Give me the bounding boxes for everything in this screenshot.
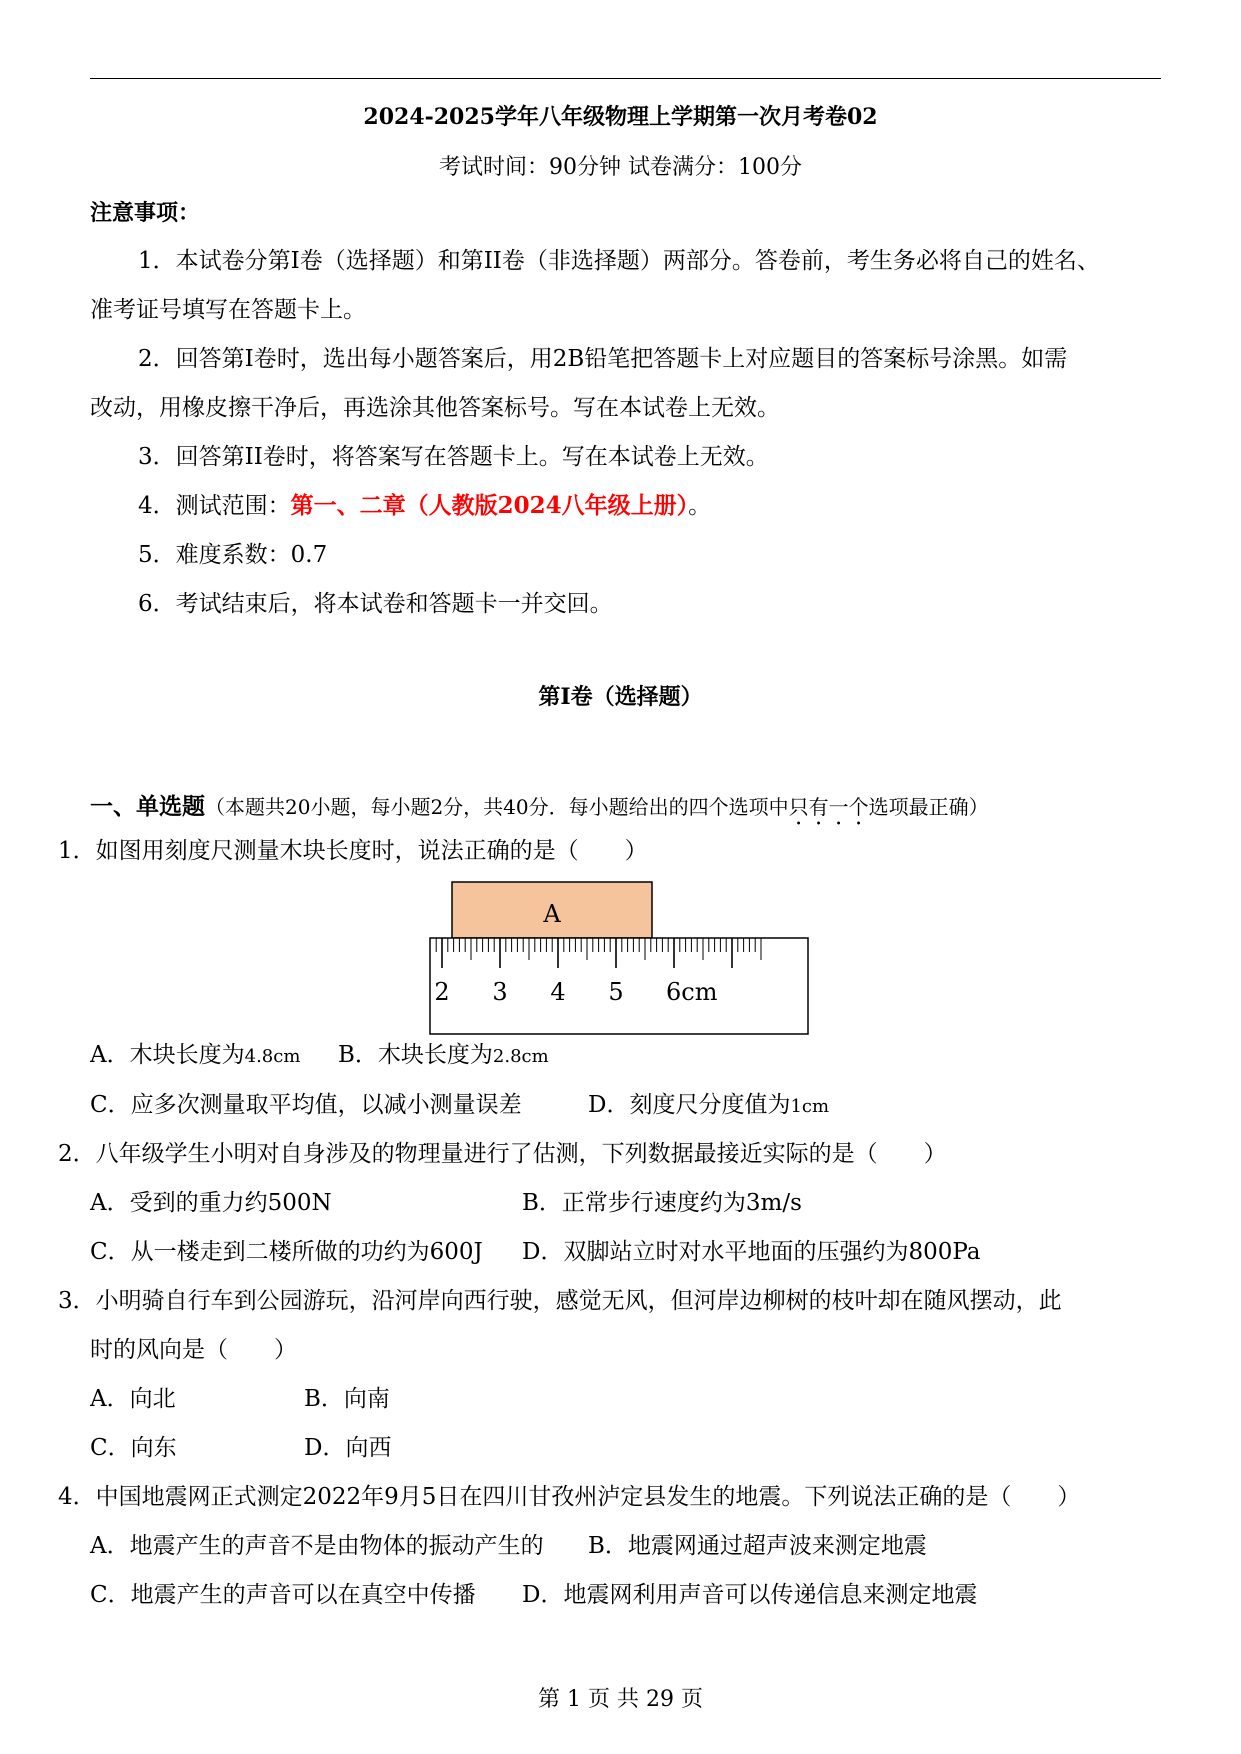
q3-option-b[interactable]: B．向南 bbox=[304, 1386, 390, 1412]
header-rule bbox=[90, 78, 1161, 79]
ruler-tick-label: 2 bbox=[434, 978, 450, 1006]
q1-stem: 1．如图用刻度尺测量木块长度时，说法正确的是（ ） bbox=[58, 838, 648, 864]
q3-option-c[interactable]: C．向东 bbox=[90, 1435, 177, 1461]
wood-block-label: A bbox=[543, 900, 561, 928]
q2-option-b[interactable]: B．正常步行速度约为3m/s bbox=[522, 1190, 802, 1216]
notice-item-1a: 1．本试卷分第I卷（选择题）和第II卷（非选择题）两部分。答卷前，考生务必将自己的姓名、 bbox=[138, 248, 1100, 274]
q4-option-b[interactable]: B．地震网通过超声波来测定地震 bbox=[588, 1533, 927, 1559]
notice-item-5: 5．难度系数：0.7 bbox=[138, 542, 328, 568]
q3-option-a[interactable]: A．向北 bbox=[90, 1386, 176, 1412]
section-title: 第Ⅰ卷（选择题） bbox=[538, 684, 703, 710]
q1-option-d-value: 1cm bbox=[790, 1096, 830, 1117]
q1-option-a[interactable] bbox=[90, 1040, 300, 1072]
q2-option-a[interactable]: A．受到的重力约500N bbox=[90, 1190, 332, 1216]
notice-item-4-suffix: 。 bbox=[688, 493, 712, 519]
q2-option-c[interactable]: C．从一楼走到二楼所做的功约为600J bbox=[90, 1239, 483, 1265]
q4-option-d[interactable]: D．地震网利用声音可以传递信息来测定地震 bbox=[522, 1582, 978, 1608]
notice-item-4-prefix: 4．测试范围： bbox=[138, 493, 291, 519]
question-group-heading bbox=[90, 788, 989, 830]
ruler-figure bbox=[420, 880, 820, 1040]
ruler-tick-label: 3 bbox=[492, 978, 508, 1006]
notice-item-2a: 2．回答第I卷时，选出每小题答案后，用2B铅笔把答题卡上对应题目的答案标号涂黑。如需 bbox=[138, 346, 1068, 372]
q1-option-b-value: 2.8cm bbox=[492, 1046, 549, 1067]
q1-option-c[interactable]: C．应多次测量取平均值，以减小测量误差 bbox=[90, 1092, 522, 1118]
ruler-tick-label: 4 bbox=[550, 978, 566, 1006]
q3-stem-line1: 3．小明骑自行车到公园游玩，沿河岸向西行驶，感觉无风，但河岸边柳树的枝叶却在随风摆动，此 bbox=[58, 1288, 1062, 1314]
q1-option-d[interactable] bbox=[588, 1090, 829, 1122]
exam-title: 2024-2025学年八年级物理上学期第一次月考卷02 bbox=[363, 104, 878, 130]
q4-stem: 4．中国地震网正式测定2022年9月5日在四川甘孜州泸定县发生的地震。下列说法正确的是（ ） bbox=[58, 1484, 1081, 1510]
test-scope-highlight: 第一、二章（人教版2024八年级上册） bbox=[290, 492, 689, 519]
notice-item-4 bbox=[138, 491, 711, 521]
q4-option-c[interactable]: C．地震产生的声音可以在真空中传播 bbox=[90, 1582, 476, 1608]
notice-item-2b: 改动，用橡皮擦干净后，再选涂其他答案标号。写在本试卷上无效。 bbox=[90, 395, 780, 421]
q3-stem-line2: 时的风向是（ ） bbox=[90, 1337, 297, 1363]
q1-option-b-text: B．木块长度为 bbox=[338, 1042, 493, 1068]
q2-option-d[interactable]: D．双脚站立时对水平地面的压强约为800Pa bbox=[522, 1239, 981, 1265]
ruler-tick-label: 6cm bbox=[666, 978, 718, 1006]
q3-option-d[interactable]: D．向西 bbox=[304, 1435, 392, 1461]
q1-option-a-value: 4.8cm bbox=[244, 1046, 301, 1067]
q1-option-a-text: A．木块长度为 bbox=[90, 1042, 245, 1068]
question-group-note-a: （本题共20小题，每小题2分，共40分．每小题给出的四个选项中 bbox=[205, 795, 789, 819]
exam-subtitle: 考试时间：90分钟 试卷满分：100分 bbox=[439, 155, 802, 180]
notice-heading: 注意事项： bbox=[90, 200, 201, 226]
question-group-label: 一、单选题 bbox=[90, 793, 205, 820]
notice-item-1b: 准考证号填写在答题卡上。 bbox=[90, 297, 366, 323]
notice-item-6: 6．考试结束后，将本试卷和答题卡一并交回。 bbox=[138, 591, 613, 617]
q2-stem: 2．八年级学生小明对自身涉及的物理量进行了估测，下列数据最接近实际的是（ ） bbox=[58, 1141, 947, 1167]
notice-item-3: 3．回答第II卷时，将答案写在答题卡上。写在本试卷上无效。 bbox=[138, 444, 769, 470]
q1-option-b[interactable] bbox=[338, 1040, 549, 1072]
question-group-note-emphasis: 只有一个 bbox=[788, 795, 869, 819]
q4-option-a[interactable]: A．地震产生的声音不是由物体的振动产生的 bbox=[90, 1533, 544, 1559]
page-footer: 第 1 页 共 29 页 bbox=[538, 1687, 703, 1712]
q1-option-d-text: D．刻度尺分度值为 bbox=[588, 1092, 791, 1118]
ruler-tick-label: 5 bbox=[608, 978, 624, 1006]
question-group-note-b: 选项最正确） bbox=[868, 795, 989, 819]
